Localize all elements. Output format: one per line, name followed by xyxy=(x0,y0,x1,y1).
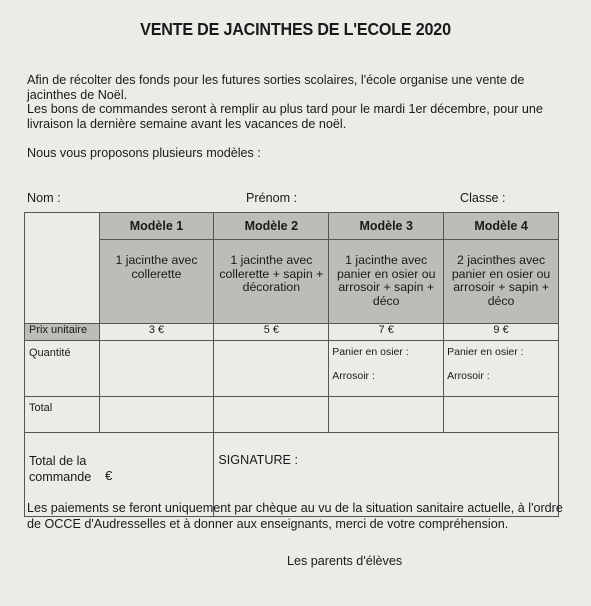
model-3-name: Modèle 3 xyxy=(329,213,444,240)
quantity-label: Quantité xyxy=(25,341,100,397)
model-1-name: Modèle 1 xyxy=(99,213,214,240)
table-description-row xyxy=(25,240,559,324)
total-label: Total xyxy=(25,397,100,433)
table-quantity-row xyxy=(25,341,559,397)
intro-text xyxy=(27,73,567,131)
sign-off: Les parents d'élèves xyxy=(287,554,403,568)
table-price-row xyxy=(25,324,559,341)
model-2-description: 1 jacinthe avec collerette + sapin + décoration xyxy=(214,240,329,324)
field-nom: Nom : xyxy=(27,191,61,205)
order-table xyxy=(24,212,559,517)
table-header-row xyxy=(25,213,559,240)
model-4-watering-can-label: Arrosoir : xyxy=(447,370,490,382)
model-2-price: 5 € xyxy=(214,324,329,341)
document-title: VENTE DE JACINTHES DE L'ECOLE 2020 xyxy=(140,19,451,39)
intro-paragraph-1: Afin de récolter des fonds pour les futures sorties scolaires, l'école organise une vente de jacinthes de Noël. xyxy=(27,73,525,102)
empty-corner-cell xyxy=(25,213,100,324)
model-4-basket-label: Panier en osier : xyxy=(447,346,524,358)
payment-notice: Les paiements se feront uniquement par chèque au vu de la situation sanitaire actuelle, à l'ordre de OCCE d'Audresselles et à donner aux enseignants, merci de votre compréhension. xyxy=(27,501,563,531)
model-3-watering-can-label: Arrosoir : xyxy=(332,370,375,382)
model-3-price: 7 € xyxy=(329,324,444,341)
currency-symbol: € xyxy=(105,468,113,483)
model-3-basket-label: Panier en osier : xyxy=(332,346,409,358)
field-prenom: Prénom : xyxy=(246,191,298,205)
model-4-quantity-cell[interactable] xyxy=(444,341,559,397)
model-3-description: 1 jacinthe avec panier en osier ou arrosoir + sapin + déco xyxy=(329,240,444,324)
model-1-description: 1 jacinthe avec collerette xyxy=(99,240,214,324)
price-label: Prix unitaire xyxy=(25,324,100,341)
model-4-total-cell[interactable] xyxy=(444,397,559,433)
table-total-row xyxy=(25,397,559,433)
model-4-description: 2 jacinthes avec panier en osier ou arrosoir + sapin + déco xyxy=(444,240,559,324)
intro-paragraph-2: Les bons de commandes seront à remplir au plus tard pour le mardi 1er décembre, pour une livraison la dernière semaine avant les vacances de noël. xyxy=(27,102,543,131)
model-2-quantity-cell[interactable] xyxy=(214,341,329,397)
model-3-total-cell[interactable] xyxy=(329,397,444,433)
model-2-total-cell[interactable] xyxy=(214,397,329,433)
model-4-name: Modèle 4 xyxy=(444,213,559,240)
intro-paragraph-3: Nous vous proposons plusieurs modèles : xyxy=(27,146,261,160)
model-1-price: 3 € xyxy=(99,324,214,341)
model-2-name: Modèle 2 xyxy=(214,213,329,240)
model-1-quantity-cell[interactable] xyxy=(99,341,214,397)
grand-total-label: Total de la commande xyxy=(29,454,92,484)
model-3-quantity-cell[interactable] xyxy=(329,341,444,397)
field-classe: Classe : xyxy=(460,191,506,205)
signature-label: SIGNATURE : xyxy=(218,453,298,467)
model-4-price: 9 € xyxy=(444,324,559,341)
model-1-total-cell[interactable] xyxy=(99,397,214,433)
